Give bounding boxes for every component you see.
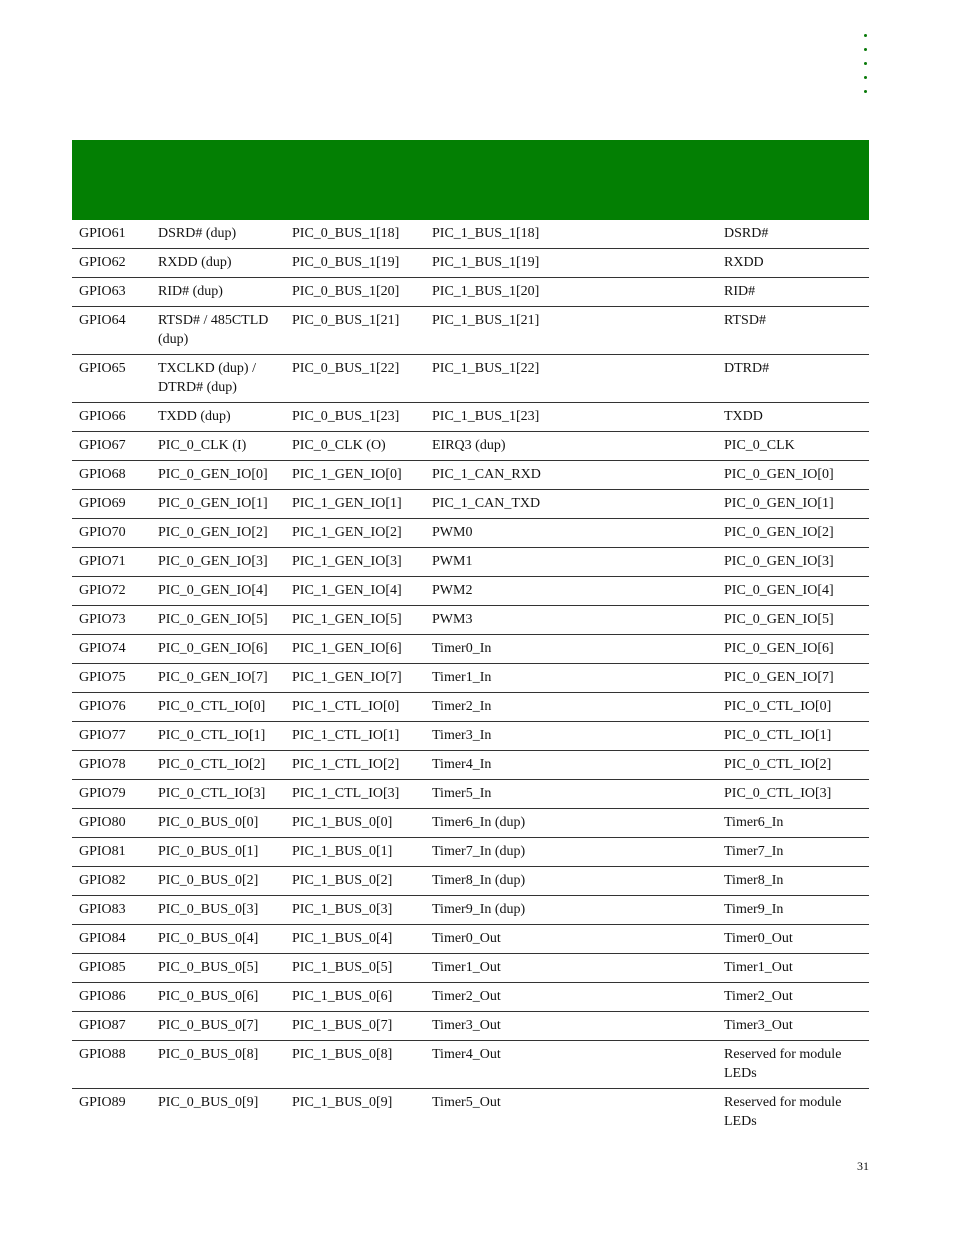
gpio-cell: GPIO80 [72, 809, 151, 838]
default-function-cell: PIC_0_GEN_IO[1] [717, 490, 869, 519]
gpio-cell: GPIO85 [72, 954, 151, 983]
alt-function-1-cell: PIC_1_CTL_IO[1] [285, 722, 425, 751]
alt-function-1-cell: PIC_1_CTL_IO[0] [285, 693, 425, 722]
default-function-cell: Timer1_Out [717, 954, 869, 983]
table-row [72, 722, 869, 751]
alt-function-1-cell: PIC_1_GEN_IO[2] [285, 519, 425, 548]
alt-function-1-cell: PIC_1_GEN_IO[4] [285, 577, 425, 606]
alt-function-2-cell: Timer7_In (dup) [425, 838, 717, 867]
alt-function-1-cell: PIC_0_BUS_1[18] [285, 220, 425, 249]
default-function-cell: RTSD# [717, 307, 869, 355]
primary-function-cell: PIC_0_GEN_IO[6] [151, 635, 285, 664]
primary-function-cell: PIC_0_BUS_0[2] [151, 867, 285, 896]
default-function-cell: PIC_0_CTL_IO[0] [717, 693, 869, 722]
alt-function-2-cell: PIC_1_BUS_1[18] [425, 220, 717, 249]
alt-function-1-cell: PIC_1_BUS_0[6] [285, 983, 425, 1012]
default-function-cell: PIC_0_GEN_IO[5] [717, 606, 869, 635]
table-row [72, 664, 869, 693]
alt-function-2-cell: Timer0_Out [425, 925, 717, 954]
alt-function-1-cell: PIC_1_GEN_IO[7] [285, 664, 425, 693]
primary-function-cell: PIC_0_GEN_IO[7] [151, 664, 285, 693]
gpio-cell: GPIO67 [72, 432, 151, 461]
table-row [72, 809, 869, 838]
default-function-cell: Timer6_In [717, 809, 869, 838]
alt-function-1-cell: PIC_1_BUS_0[9] [292, 1095, 393, 1110]
decorative-dot [864, 76, 867, 79]
gpio-cell: GPIO73 [72, 606, 151, 635]
alt-function-2-cell: PWM0 [425, 519, 717, 548]
gpio-cell: GPIO76 [72, 693, 151, 722]
default-function-cell: Timer0_Out [717, 925, 869, 954]
alt-function-2-cell: Timer3_In [425, 722, 717, 751]
primary-function-cell: RID# (dup) [151, 278, 285, 307]
alt-function-2-cell: Timer6_In (dup) [425, 809, 717, 838]
table-row [72, 867, 869, 896]
primary-function-cell: PIC_0_GEN_IO[1] [151, 490, 285, 519]
primary-function-cell: DSRD# (dup) [151, 220, 285, 249]
gpio-cell: GPIO70 [72, 519, 151, 548]
gpio-cell: GPIO88 [72, 1041, 151, 1089]
alt-function-1-cell: PIC_1_GEN_IO[6] [285, 635, 425, 664]
primary-function-cell: PIC_0_GEN_IO[3] [151, 548, 285, 577]
default-function-cell: DTRD# [717, 355, 869, 403]
primary-function-cell: TXDD (dup) [151, 403, 285, 432]
alt-function-1-cell: PIC_1_GEN_IO[0] [285, 461, 425, 490]
table-row [72, 355, 869, 403]
table-row [72, 925, 869, 954]
gpio-cell: GPIO81 [72, 838, 151, 867]
gpio-cell: GPIO62 [72, 249, 151, 278]
table-row [72, 1012, 869, 1041]
alt-function-2-cell: Timer2_Out [425, 983, 717, 1012]
default-function-cell: RXDD [717, 249, 869, 278]
alt-function-1-cell: PIC_0_BUS_1[21] [285, 307, 425, 355]
alt-function-2-cell: PIC_1_BUS_1[22] [425, 355, 717, 403]
primary-function-cell: PIC_0_BUS_0[1] [151, 838, 285, 867]
alt-function-2-cell: PIC_1_BUS_1[20] [425, 278, 717, 307]
margin-dot-decoration [864, 34, 870, 104]
primary-function-cell: PIC_0_BUS_0[6] [151, 983, 285, 1012]
primary-function-cell: PIC_0_CTL_IO[0] [151, 693, 285, 722]
alt-function-1-cell: PIC_1_GEN_IO[3] [285, 548, 425, 577]
primary-function-cell: PIC_0_CLK (I) [151, 432, 285, 461]
alt-function-2-cell: Timer4_Out [425, 1041, 717, 1089]
alt-function-1-cell: PIC_1_BUS_0[0] [285, 809, 425, 838]
gpio-cell: GPIO83 [72, 896, 151, 925]
default-function-cell: PIC_0_GEN_IO[0] [717, 461, 869, 490]
table-row [72, 577, 869, 606]
gpio-cell: GPIO66 [72, 403, 151, 432]
primary-function-cell: PIC_0_GEN_IO[4] [151, 577, 285, 606]
gpio-cell: GPIO71 [72, 548, 151, 577]
primary-function-cell: PIC_0_BUS_0[3] [151, 896, 285, 925]
table-row [72, 461, 869, 490]
default-function-cell: RID# [717, 278, 869, 307]
gpio-cell: GPIO82 [72, 867, 151, 896]
gpio-pin-table [72, 220, 869, 1136]
default-function-cell: Timer2_Out [717, 983, 869, 1012]
table-row [72, 838, 869, 867]
default-function-cell: PIC_0_CTL_IO[2] [717, 751, 869, 780]
gpio-cell: GPIO72 [72, 577, 151, 606]
table-row [72, 693, 869, 722]
decorative-dot [864, 48, 867, 51]
primary-function-cell: PIC_0_BUS_0[5] [151, 954, 285, 983]
alt-function-1-cell: PIC_0_CLK (O) [285, 432, 425, 461]
alt-function-1-cell: PIC_1_BUS_0[3] [285, 896, 425, 925]
primary-function-cell: TXCLKD (dup) / DTRD# (dup) [151, 355, 285, 403]
alt-function-2-cell: Timer2_In [425, 693, 717, 722]
gpio-cell: GPIO78 [72, 751, 151, 780]
primary-function-cell: PIC_0_BUS_0[0] [151, 809, 285, 838]
alt-function-2-cell: PWM1 [425, 548, 717, 577]
default-function-cell: Timer9_In [717, 896, 869, 925]
primary-function-cell: PIC_0_CTL_IO[3] [151, 780, 285, 809]
default-function-cell: Reserved for module LEDs [724, 1095, 842, 1129]
default-function-cell: PIC_0_CLK [717, 432, 869, 461]
gpio-cell: GPIO89 [79, 1095, 126, 1110]
gpio-cell: GPIO64 [72, 307, 151, 355]
gpio-cell: GPIO65 [72, 355, 151, 403]
table-row [72, 490, 869, 519]
default-function-cell: PIC_0_CTL_IO[1] [717, 722, 869, 751]
primary-function-cell: PIC_0_CTL_IO[2] [151, 751, 285, 780]
alt-function-1-cell: PIC_1_BUS_0[5] [285, 954, 425, 983]
table-row [72, 983, 869, 1012]
default-function-cell: Timer8_In [717, 867, 869, 896]
primary-function-cell: RTSD# / 485CTLD (dup) [151, 307, 285, 355]
alt-function-1-cell: PIC_1_CTL_IO[3] [285, 780, 425, 809]
alt-function-2-cell: Timer8_In (dup) [425, 867, 717, 896]
alt-function-1-cell: PIC_0_BUS_1[20] [285, 278, 425, 307]
alt-function-1-cell: PIC_1_CTL_IO[2] [285, 751, 425, 780]
alt-function-2-cell: Timer1_In [425, 664, 717, 693]
alt-function-2-cell: Timer1_Out [425, 954, 717, 983]
table-row [72, 635, 869, 664]
primary-function-cell: PIC_0_GEN_IO[2] [151, 519, 285, 548]
default-function-cell: PIC_0_GEN_IO[7] [717, 664, 869, 693]
table-row [72, 751, 869, 780]
default-function-cell: Timer7_In [717, 838, 869, 867]
table-row [72, 1041, 869, 1089]
default-function-cell: PIC_0_CTL_IO[3] [717, 780, 869, 809]
primary-function-cell: PIC_0_BUS_0[8] [151, 1041, 285, 1089]
page-number: 31 [857, 1159, 869, 1173]
alt-function-1-cell: PIC_1_GEN_IO[1] [285, 490, 425, 519]
primary-function-cell: PIC_0_GEN_IO[5] [151, 606, 285, 635]
alt-function-1-cell: PIC_0_BUS_1[23] [285, 403, 425, 432]
default-function-cell: PIC_0_GEN_IO[3] [717, 548, 869, 577]
alt-function-2-cell: PWM3 [425, 606, 717, 635]
alt-function-2-cell: Timer4_In [425, 751, 717, 780]
alt-function-1-cell: PIC_1_GEN_IO[5] [285, 606, 425, 635]
alt-function-1-cell: PIC_1_BUS_0[1] [285, 838, 425, 867]
primary-function-cell: RXDD (dup) [151, 249, 285, 278]
default-function-cell: Timer3_Out [717, 1012, 869, 1041]
default-function-cell: PIC_0_GEN_IO[6] [717, 635, 869, 664]
table-row [72, 249, 869, 278]
table-body [72, 220, 869, 1136]
decorative-dot [864, 34, 867, 37]
table-row [72, 519, 869, 548]
primary-function-cell: PIC_0_BUS_0[4] [151, 925, 285, 954]
table-row [72, 548, 869, 577]
table-row [72, 403, 869, 432]
alt-function-2-cell: PIC_1_CAN_RXD [425, 461, 717, 490]
gpio-cell: GPIO87 [72, 1012, 151, 1041]
decorative-dot [864, 90, 867, 93]
alt-function-1-cell: PIC_1_BUS_0[2] [285, 867, 425, 896]
alt-function-2-cell: Timer5_Out [432, 1095, 501, 1110]
table-row [72, 896, 869, 925]
table-row [72, 432, 869, 461]
gpio-cell: GPIO79 [72, 780, 151, 809]
alt-function-2-cell: PIC_1_BUS_1[23] [425, 403, 717, 432]
gpio-cell: GPIO69 [72, 490, 151, 519]
alt-function-1-cell: PIC_1_BUS_0[4] [285, 925, 425, 954]
default-function-cell: Reserved for module LEDs [717, 1041, 869, 1089]
table-row [72, 278, 869, 307]
alt-function-2-cell: EIRQ3 (dup) [425, 432, 717, 461]
alt-function-2-cell: Timer3_Out [425, 1012, 717, 1041]
table-row [72, 954, 869, 983]
primary-function-cell: PIC_0_BUS_0[7] [151, 1012, 285, 1041]
default-function-cell: TXDD [717, 403, 869, 432]
table-row [72, 606, 869, 635]
alt-function-2-cell: Timer5_In [425, 780, 717, 809]
alt-function-2-cell: Timer0_In [425, 635, 717, 664]
default-function-cell: DSRD# [717, 220, 869, 249]
decorative-dot [864, 62, 867, 65]
alt-function-2-cell: PIC_1_BUS_1[19] [425, 249, 717, 278]
gpio-cell: GPIO77 [72, 722, 151, 751]
gpio-cell: GPIO84 [72, 925, 151, 954]
gpio-cell: GPIO86 [72, 983, 151, 1012]
gpio-cell: GPIO63 [72, 278, 151, 307]
alt-function-1-cell: PIC_1_BUS_0[8] [285, 1041, 425, 1089]
primary-function-cell: PIC_0_CTL_IO[1] [151, 722, 285, 751]
alt-function-1-cell: PIC_0_BUS_1[19] [285, 249, 425, 278]
gpio-cell: GPIO61 [72, 220, 151, 249]
alt-function-1-cell: PIC_1_BUS_0[7] [285, 1012, 425, 1041]
gpio-cell: GPIO68 [72, 461, 151, 490]
table-row [72, 220, 869, 249]
table-row [72, 1089, 869, 1137]
alt-function-2-cell: PWM2 [425, 577, 717, 606]
alt-function-2-cell: PIC_1_BUS_1[21] [425, 307, 717, 355]
primary-function-cell: PIC_0_BUS_0[9] [158, 1095, 259, 1110]
default-function-cell: PIC_0_GEN_IO[4] [717, 577, 869, 606]
gpio-cell: GPIO75 [72, 664, 151, 693]
primary-function-cell: PIC_0_GEN_IO[0] [151, 461, 285, 490]
table-row [72, 780, 869, 809]
default-function-cell: PIC_0_GEN_IO[2] [717, 519, 869, 548]
table-row [72, 307, 869, 355]
alt-function-2-cell: Timer9_In (dup) [425, 896, 717, 925]
alt-function-2-cell: PIC_1_CAN_TXD [425, 490, 717, 519]
gpio-cell: GPIO74 [72, 635, 151, 664]
alt-function-1-cell: PIC_0_BUS_1[22] [285, 355, 425, 403]
table-header-band [72, 140, 869, 220]
